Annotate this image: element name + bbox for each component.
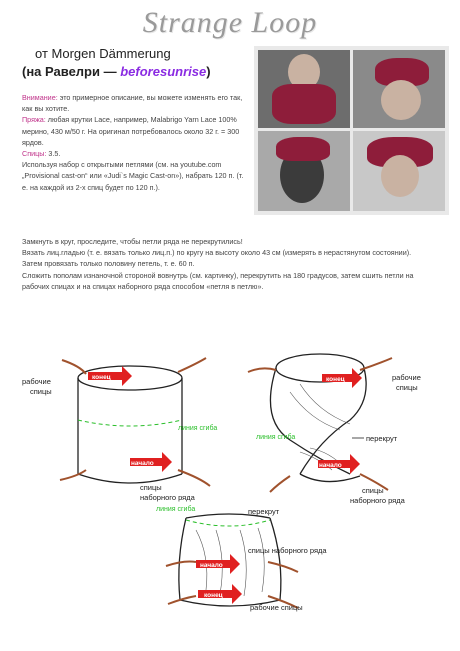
cast-on-needles-label-1a: спицы — [140, 483, 162, 492]
needles-label: Спицы: — [22, 149, 47, 159]
fold-paragraph: Сложить пополам изнаночной стороной вовнутрь (см. картинку), перекрутить на 180 градусов, затем сшить петли на рабочих спицах и на спицах наборного ряда способом «петля в петлю». — [22, 270, 414, 291]
diagram-folded — [166, 514, 298, 608]
yarn-label: Пряжа: — [22, 115, 46, 125]
join-paragraph: Замкнуть в круг, проследите, чтобы петли ряда не перекрутились! — [22, 237, 243, 246]
fold-line-label-1: линия сгиба — [178, 425, 218, 432]
working-needles-label-1a: рабочие — [22, 377, 51, 386]
needles-text: 3.5. — [46, 149, 61, 159]
twist-label-2: перекрут — [366, 434, 398, 443]
start-tag-3: начало — [200, 562, 223, 569]
working-needles-label-3: рабочие спицы — [250, 603, 303, 612]
start-tag-1: начало — [131, 460, 154, 467]
diagram-twisted — [248, 354, 392, 492]
ravelry-user-link[interactable]: beforesunrise — [120, 64, 207, 79]
page-title: Strange Loop — [142, 6, 318, 39]
end-tag-3: конец — [204, 592, 223, 599]
cast-on-paragraph: Используя набор с открытыми петлями (см. на youtube.com „Provisional cast-on“ или «Judi`s Magic Cast-on»), набрать 120 п. (т. е. на каждой из 2-х спиц будет по 120 п.). — [22, 160, 244, 192]
working-needles-label-1b: спицы — [30, 387, 52, 396]
twist-label-3: перекрут — [248, 507, 280, 516]
fold-line-label-3: линия сгиба — [156, 506, 196, 513]
knit-paragraph: Вязать лиц.гладью (т. е. вязать только лиц.п.) по кругу на высоту около 43 см (измерять в нерастянутом состоянии). Затем провязать только половину петель, т. е. 60 п. — [22, 248, 412, 269]
ravelry-prefix: (на Равелри — — [22, 64, 117, 79]
cast-on-needles-label-1b: наборного ряда — [140, 493, 195, 502]
working-needles-label-2b: спицы — [396, 383, 418, 392]
fold-line-label-2: линия сгиба — [256, 434, 296, 441]
working-needles-label-2a: рабочие — [392, 373, 421, 382]
attention-text: это примерное описание, вы можете изменять его так, как вы хотите. — [22, 93, 243, 114]
cast-on-needles-label-2b: наборного ряда — [350, 496, 405, 505]
start-tag-2: начало — [319, 462, 342, 469]
cast-on-needles-label-3: спицы наборного ряда — [248, 546, 327, 555]
yarn-text: любая крутки Lace, например, Malabrigo Yarn Lace 100% мерино, 430 м/50 г. На оригинал потребовалось около 32 г. = 300 ярдов. — [22, 115, 240, 147]
ravelry-suffix: ) — [206, 64, 211, 79]
attention-label: Внимание: — [22, 93, 58, 102]
end-tag-1: конец — [92, 374, 111, 381]
cast-on-needles-label-2a: спицы — [362, 486, 384, 495]
author-line: от Morgen Dämmerung — [35, 46, 171, 61]
end-tag-2: конец — [326, 376, 345, 383]
